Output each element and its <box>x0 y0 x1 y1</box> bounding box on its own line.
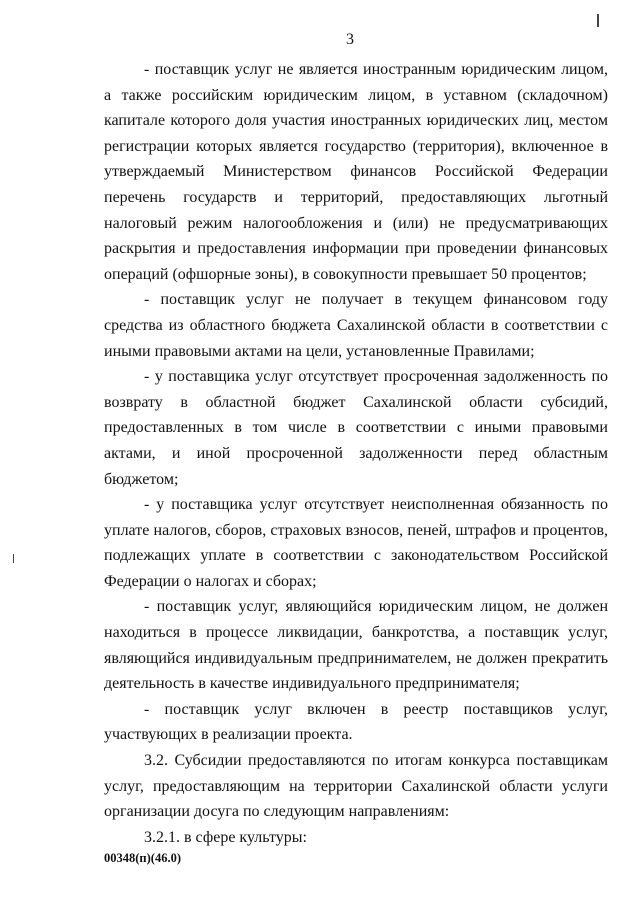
paragraph-in-registry: - поставщик услуг включен в реестр поставщиков услуг, участвующих в реализации проекта. <box>104 700 608 744</box>
page-number: 3 <box>346 31 354 48</box>
paragraph-section-3-2: 3.2. Субсидии предоставляются по итогам конкурса поставщикам услуг, предоставляющим на территории Сахалинской области услуги организации досуга по следующим направлениям: <box>104 752 608 821</box>
document-code: 00348(п)(46.0) <box>104 851 181 865</box>
paragraph-offshore-requirement: - поставщик услуг не является иностранным юридическим лицом, а также российским юридическим лицом, в уставном (складочном) капитале которого доля участия иностранных юридических лиц, местом регистрации которых является государство (территория), включенное в утверждаемый Министерством финансов Российской Федерации перечень государств и территорий, предоставляющих льготный налоговый режим налогообложения и (или) не предусматривающих раскрытия и предоставления информации при проведении финансовых операций (офшорные зоны), в совокупности превышает 50 процентов; <box>104 61 608 283</box>
paragraph-not-in-liquidation: - поставщик услуг, являющийся юридическим лицом, не должен находиться в процессе ликвидации, банкротства, а поставщик услуг, являющийся индивидуальным предпринимателем, не должен прекратить деятельность в качестве индивидуального предпринимателя; <box>104 598 608 693</box>
document-body <box>104 57 608 850</box>
scan-artifact <box>13 554 14 563</box>
scan-artifact <box>597 14 599 27</box>
paragraph-section-3-2-1: 3.2.1. в сфере культуры: <box>144 828 307 846</box>
paragraph-no-overdue-debt: - у поставщика услуг отсутствует просроченная задолженность по возврату в областной бюджет Сахалинской области субсидий, предоставленных в том числе в соответствии с иными правовыми актами, и иной просроченной задолженности перед областным бюджетом; <box>104 368 608 488</box>
paragraph-no-budget-funds: - поставщик услуг не получает в текущем финансовом году средства из областного бюджета Сахалинской области в соответствии с иными правовыми актами на цели, установленные Правилами; <box>104 291 608 360</box>
paragraph-no-tax-debt: - у поставщика услуг отсутствует неисполненная обязанность по уплате налогов, сборов, страховых взносов, пеней, штрафов и процентов, подлежащих уплате в соответствии с законодательством Российской Федерации о налогах и сборах; <box>104 496 608 590</box>
